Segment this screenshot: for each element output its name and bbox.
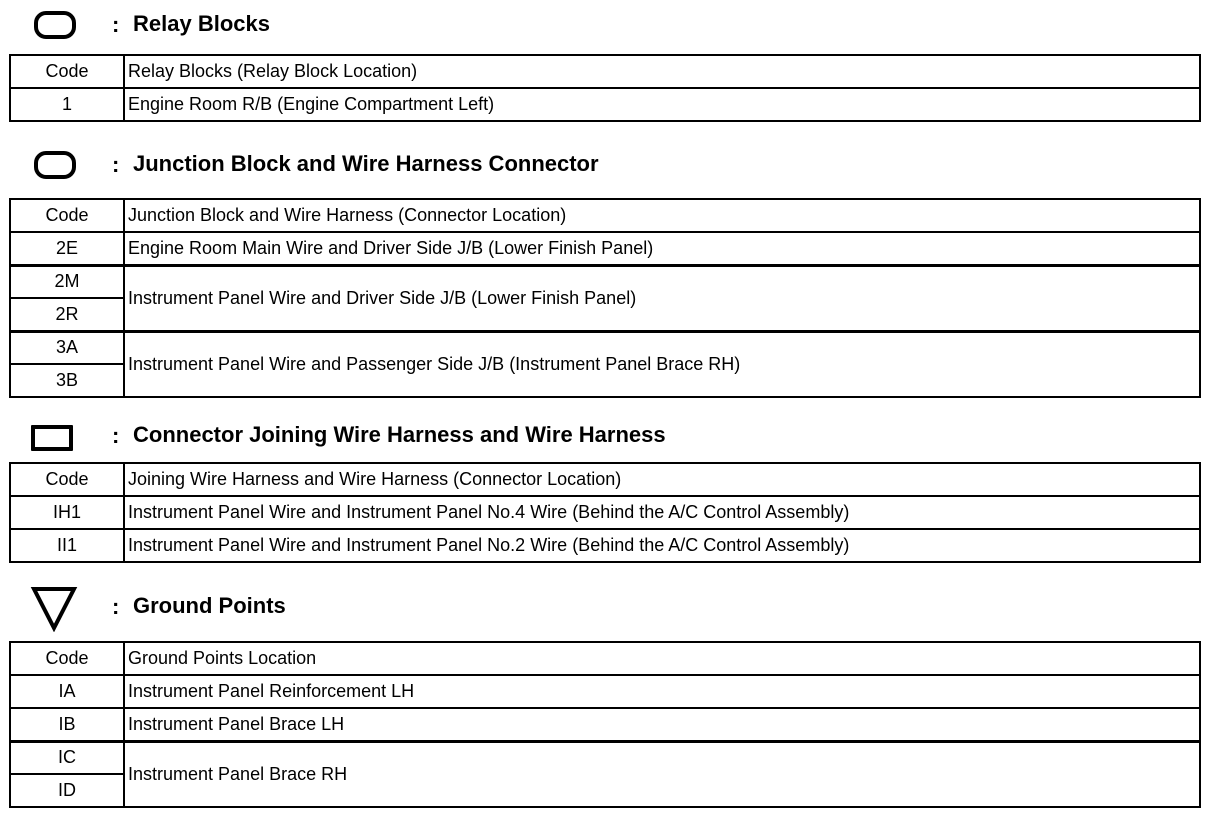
description-cell: Instrument Panel Brace RH: [124, 741, 1200, 807]
junction-block-table: [9, 198, 1201, 398]
section-header-junction-block: [0, 145, 1216, 185]
description-header: Joining Wire Harness and Wire Harness (Connector Location): [124, 463, 1200, 496]
description-header: Junction Block and Wire Harness (Connector Location): [124, 199, 1200, 232]
code-cell: 2R: [10, 298, 124, 331]
code-cell: IB: [10, 708, 124, 741]
table-row: [10, 708, 1200, 741]
table-row: [10, 675, 1200, 708]
section-header-connector-joining: [0, 416, 1216, 456]
code-cell: IC: [10, 741, 124, 774]
colon: :: [112, 12, 120, 37]
colon: :: [112, 152, 120, 177]
code-header: Code: [10, 199, 124, 232]
code-header: Code: [10, 642, 124, 675]
table-row: [10, 232, 1200, 265]
code-cell: 3B: [10, 364, 124, 397]
code-cell: IH1: [10, 496, 124, 529]
description-cell: Instrument Panel Wire and Driver Side J/B (Lower Finish Panel): [124, 265, 1200, 331]
relay-blocks-table: [9, 54, 1201, 122]
description-cell: Engine Room Main Wire and Driver Side J/B (Lower Finish Panel): [124, 232, 1200, 265]
code-header: Code: [10, 55, 124, 88]
code-cell: 2M: [10, 265, 124, 298]
table-row: [10, 88, 1200, 121]
table-header-row: [10, 55, 1200, 88]
code-cell: 3A: [10, 331, 124, 364]
colon: :: [112, 594, 120, 619]
table-header-row: [10, 642, 1200, 675]
rounded-rectangle-icon: [34, 11, 76, 39]
table-row: [10, 331, 1200, 364]
code-cell: ID: [10, 774, 124, 807]
section-title: Ground Points: [133, 593, 286, 618]
table-row: [10, 265, 1200, 298]
table-header-row: [10, 199, 1200, 232]
description-cell: Instrument Panel Brace LH: [124, 708, 1200, 741]
colon: :: [112, 423, 120, 448]
description-cell: Instrument Panel Wire and Instrument Panel No.2 Wire (Behind the A/C Control Assembly): [124, 529, 1200, 562]
code-cell: 2E: [10, 232, 124, 265]
section-title: Connector Joining Wire Harness and Wire Harness: [133, 422, 666, 447]
description-header: Ground Points Location: [124, 642, 1200, 675]
section-title: Relay Blocks: [133, 11, 270, 36]
table-header-row: [10, 463, 1200, 496]
section-header-ground-points: [0, 586, 1216, 626]
description-cell: Instrument Panel Wire and Instrument Panel No.4 Wire (Behind the A/C Control Assembly): [124, 496, 1200, 529]
square-icon: [31, 425, 73, 451]
ground-points-table: [9, 641, 1201, 808]
rounded-rectangle-icon: [34, 151, 76, 179]
description-cell: Engine Room R/B (Engine Compartment Left): [124, 88, 1200, 121]
section-title: Junction Block and Wire Harness Connector: [133, 151, 599, 176]
connector-joining-table: [9, 462, 1201, 563]
description-cell: Instrument Panel Wire and Passenger Side J/B (Instrument Panel Brace RH): [124, 331, 1200, 397]
description-cell: Instrument Panel Reinforcement LH: [124, 675, 1200, 708]
table-row: [10, 741, 1200, 774]
table-row: [10, 529, 1200, 562]
triangle-down-icon: [30, 586, 78, 632]
description-header: Relay Blocks (Relay Block Location): [124, 55, 1200, 88]
table-row: [10, 496, 1200, 529]
code-cell: II1: [10, 529, 124, 562]
section-header-relay-blocks: [0, 4, 1216, 44]
code-header: Code: [10, 463, 124, 496]
code-cell: IA: [10, 675, 124, 708]
code-cell: 1: [10, 88, 124, 121]
